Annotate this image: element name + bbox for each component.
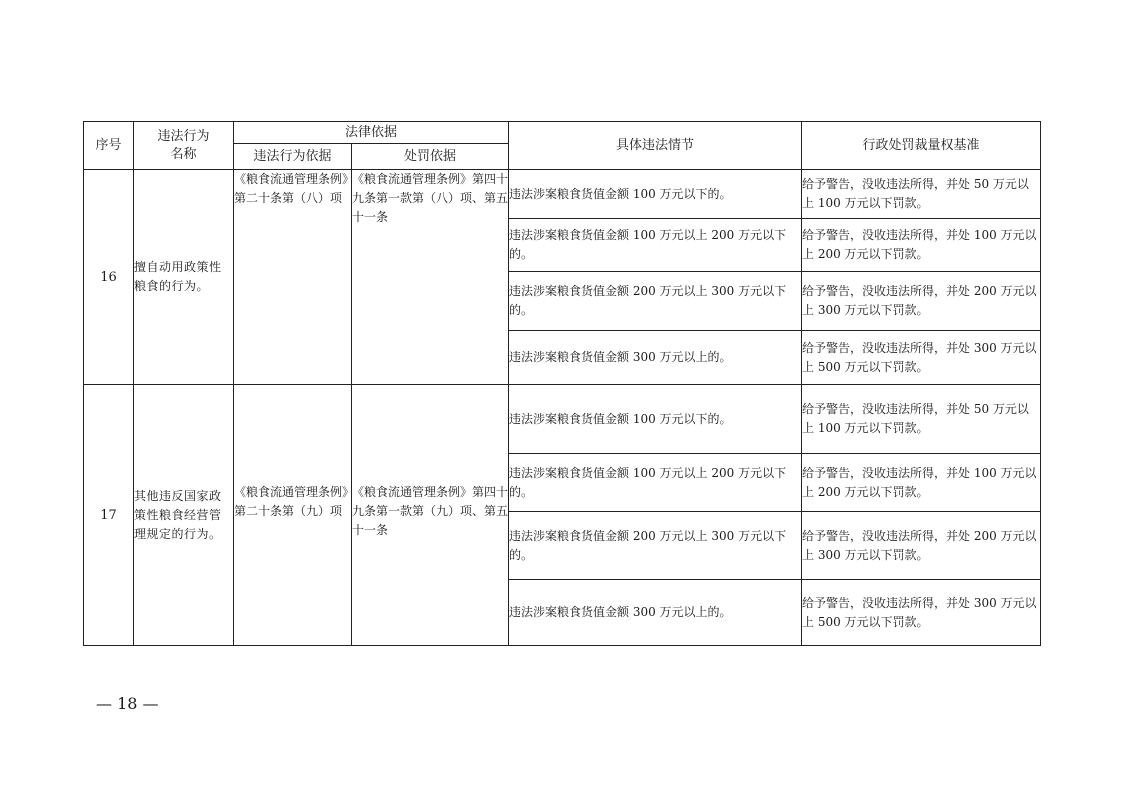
violation-detail: 违法涉案粮食货值金额 100 万元以上 200 万元以下的。	[509, 454, 802, 512]
penalty-basis: 《粮食流通管理条例》第四十九条第一款第（八）项、第五十一条	[352, 170, 509, 385]
violation-detail: 违法涉案粮食货值金额 200 万元以上 300 万元以下的。	[509, 272, 802, 331]
violation-detail: 违法涉案粮食货值金额 100 万元以下的。	[509, 385, 802, 454]
header-penalty-basis: 处罚依据	[352, 144, 509, 170]
penalty-standard: 给予警告，没收违法所得，并处 50 万元以上 100 万元以下罚款。	[802, 170, 1041, 219]
header-legal-basis: 法律依据	[234, 122, 509, 144]
violation-detail: 违法涉案粮食货值金额 300 万元以上的。	[509, 331, 802, 385]
penalty-standard: 给予警告，没收违法所得，并处 300 万元以上 500 万元以下罚款。	[802, 331, 1041, 385]
row-seq-number: 17	[84, 385, 134, 646]
penalty-standard: 给予警告，没收违法所得，并处 200 万元以上 300 万元以下罚款。	[802, 272, 1041, 331]
violation-detail: 违法涉案粮食货值金额 300 万元以上的。	[509, 580, 802, 646]
violation-detail: 违法涉案粮食货值金额 100 万元以上 200 万元以下的。	[509, 219, 802, 272]
penalty-standard: 给予警告，没收违法所得，并处 300 万元以上 500 万元以下罚款。	[802, 580, 1041, 646]
header-violation-name	[134, 122, 234, 170]
violation-basis: 《粮食流通管理条例》第二十条第（八）项	[234, 170, 352, 385]
violation-name: 其他违反国家政策性粮食经营管理规定的行为。	[134, 385, 234, 646]
page-number: — 18 —	[96, 694, 159, 713]
penalty-basis: 《粮食流通管理条例》第四十九条第一款第（九）项、第五十一条	[352, 385, 509, 646]
penalty-standard: 给予警告，没收违法所得，并处 50 万元以上 100 万元以下罚款。	[802, 385, 1041, 454]
row-seq-number: 16	[84, 170, 134, 385]
violation-detail: 违法涉案粮食货值金额 200 万元以上 300 万元以下的。	[509, 512, 802, 580]
header-violation-name-text: 违法行为名称	[157, 128, 210, 162]
table-row	[84, 385, 1041, 454]
penalty-table	[83, 121, 1041, 646]
header-row-1	[84, 122, 1041, 144]
violation-basis: 《粮食流通管理条例》第二十条第（九）项	[234, 385, 352, 646]
table-row	[84, 170, 1041, 219]
penalty-standard: 给予警告，没收违法所得，并处 100 万元以上 200 万元以下罚款。	[802, 219, 1041, 272]
penalty-standard: 给予警告，没收违法所得，并处 200 万元以上 300 万元以下罚款。	[802, 512, 1041, 580]
violation-name: 擅自动用政策性粮食的行为。	[134, 170, 234, 385]
header-seq: 序号	[84, 122, 134, 170]
violation-detail: 违法涉案粮食货值金额 100 万元以下的。	[509, 170, 802, 219]
penalty-standard: 给予警告，没收违法所得，并处 100 万元以上 200 万元以下罚款。	[802, 454, 1041, 512]
header-details: 具体违法情节	[509, 122, 802, 170]
header-violation-basis: 违法行为依据	[234, 144, 352, 170]
header-standard: 行政处罚裁量权基准	[802, 122, 1041, 170]
